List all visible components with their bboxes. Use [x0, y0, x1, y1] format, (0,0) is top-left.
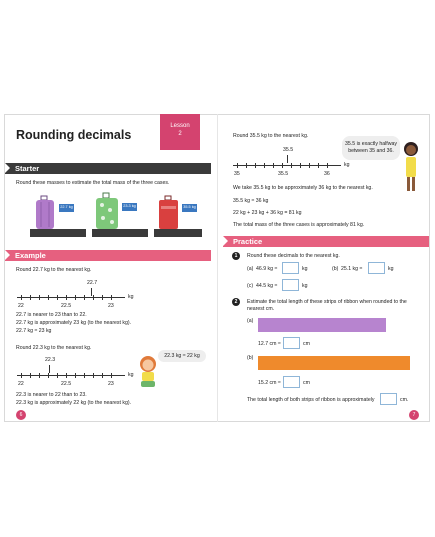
tick	[309, 163, 310, 168]
example-header	[5, 250, 211, 261]
tick-label: 22	[18, 303, 24, 309]
scale-3	[152, 194, 212, 239]
practice-header	[223, 236, 429, 247]
number-line-2	[17, 375, 125, 376]
example-1-prompt: Round 22.7 kg to the nearest kg.	[16, 267, 92, 273]
lesson-label: Lesson	[170, 123, 190, 129]
tick	[30, 373, 31, 378]
q2-total-unit: cm.	[400, 397, 409, 403]
tick	[21, 295, 22, 300]
intro-marker: 35.5	[283, 147, 294, 153]
tick	[93, 295, 94, 300]
q2-total-line: The total length of both strips of ribbon is approximately	[247, 397, 375, 403]
marker-arrow-icon	[49, 365, 50, 373]
q1c-unit: kg	[302, 283, 308, 289]
chevron-icon	[5, 250, 10, 260]
number-line-3-unit: kg	[344, 162, 350, 168]
chevron-icon	[223, 236, 228, 246]
page-divider	[217, 114, 218, 422]
tick	[84, 373, 85, 378]
lesson-tab	[160, 114, 200, 150]
tick	[318, 163, 319, 168]
tick	[237, 163, 238, 168]
q1a-answer-box[interactable]	[282, 262, 299, 274]
tick	[57, 295, 58, 300]
tick-label: 36	[324, 171, 330, 177]
number-line-1	[17, 297, 125, 298]
tick-label: 22	[18, 381, 24, 387]
example-header-label: Example	[15, 251, 46, 260]
tick	[66, 295, 67, 300]
tick	[102, 295, 103, 300]
tick	[111, 295, 112, 300]
tick	[102, 373, 103, 378]
tick	[75, 373, 76, 378]
tick-label: 23	[108, 303, 114, 309]
q1a-label: (a)	[247, 266, 254, 272]
tick	[30, 295, 31, 300]
suitcase-green-icon	[90, 192, 150, 239]
scale-2-reading: 23.3 kg	[123, 204, 136, 208]
example-1-line: 22.7 is nearer to 23 than to 22.	[16, 312, 87, 318]
scale-3-reading: 35.5 kg	[183, 205, 196, 209]
example-2-marker: 22.3	[45, 357, 56, 363]
q1c-label: (c)	[247, 283, 254, 289]
suitcase-red-icon	[152, 194, 212, 239]
intro-line: We take 35.5 kg to be approximately 36 kg to the nearest kg.	[233, 185, 373, 191]
marker-arrow-icon	[287, 155, 288, 163]
q1b-value: 25.1 kg ≈	[341, 266, 363, 272]
tick-label: 22.5	[61, 381, 72, 387]
q1b-answer-box[interactable]	[368, 262, 385, 274]
q1b-label: (b)	[332, 266, 339, 272]
tick	[111, 373, 112, 378]
tick	[21, 373, 22, 378]
tick	[48, 373, 49, 378]
page-number-left: 6	[16, 410, 26, 420]
q1b-unit: kg	[388, 266, 394, 272]
example-1-line: 22.7 kg is approximately 23 kg (to the nearest kg).	[16, 320, 132, 326]
question-1-prompt: Round these decimals to the nearest kg.	[247, 253, 340, 259]
q1c-answer-box[interactable]	[282, 279, 299, 291]
tick	[84, 295, 85, 300]
question-2-prompt-line2: nearest cm.	[247, 306, 275, 312]
ribbon-b	[258, 356, 410, 370]
intro-bubble: 35.5 is exactly halfway between 35 and 36.	[342, 136, 400, 160]
marker-arrow-icon	[91, 288, 92, 296]
intro-prompt: Round 35.5 kg to the nearest kg.	[233, 133, 309, 139]
tick	[75, 295, 76, 300]
example-2-line: 22.3 is nearer to 22 than to 23.	[16, 392, 87, 398]
number-line-3	[233, 165, 341, 166]
q2b-label: (b)	[247, 355, 254, 361]
tick	[93, 373, 94, 378]
tick-label: 22.5	[61, 303, 72, 309]
tick	[246, 163, 247, 168]
q2a-measure: 12.7 cm ≈	[258, 341, 281, 347]
tick	[300, 163, 301, 168]
tick-label: 23	[108, 381, 114, 387]
example-2-prompt: Round 22.3 kg to the nearest kg.	[16, 345, 92, 351]
example-1-line: 22.7 kg ≈ 23 kg	[16, 328, 52, 334]
starter-instruction: Round these masses to estimate the total mass of the three cases.	[16, 180, 170, 186]
scale-1-reading: 22.7 kg	[60, 205, 73, 209]
tick-label: 35	[234, 171, 240, 177]
scale-2	[90, 192, 150, 239]
number-line-1-unit: kg	[128, 294, 134, 300]
example-1-marker: 22.7	[87, 280, 98, 286]
example-2-line: 22.3 kg is approximately 22 kg (to the nearest kg).	[16, 400, 132, 406]
question-1-number: 1	[232, 252, 240, 260]
tick	[291, 163, 292, 168]
girl-character-icon	[136, 355, 160, 389]
girl-character-icon	[401, 140, 421, 194]
q1c-value: 44.5 kg ≈	[256, 283, 278, 289]
q1a-value: 46.9 kg ≈	[256, 266, 278, 272]
suitcase-purple-icon	[28, 194, 88, 239]
question-2-prompt-line1: Estimate the total length of these strips of ribbon when rounded to the	[247, 299, 407, 305]
page-number-right: 7	[409, 410, 419, 420]
tick	[57, 373, 58, 378]
intro-line: The total mass of the three cases is approximately 81 kg.	[233, 222, 365, 228]
tick-label: 35.5	[278, 171, 289, 177]
tick	[255, 163, 256, 168]
practice-header-label: Practice	[233, 237, 263, 246]
tick	[264, 163, 265, 168]
q2b-answer-box[interactable]	[283, 376, 300, 388]
lesson-number: 2	[178, 131, 182, 138]
ribbon-a	[258, 318, 386, 332]
tick	[39, 295, 40, 300]
tick	[66, 373, 67, 378]
page-title: Rounding decimals	[16, 128, 132, 142]
starter-header	[5, 163, 211, 174]
tick	[273, 163, 274, 168]
number-line-2-unit: kg	[128, 372, 134, 378]
scale-1	[28, 194, 88, 239]
tick	[282, 163, 283, 168]
question-2-number: 2	[232, 298, 240, 306]
q2b-unit: cm	[303, 380, 310, 386]
starter-header-label: Starter	[15, 164, 40, 173]
q2-total-answer-box[interactable]	[380, 393, 397, 405]
intro-line: 22 kg + 23 kg + 36 kg = 81 kg	[233, 210, 302, 216]
intro-line: 35.5 kg ≈ 36 kg	[233, 198, 269, 204]
tick	[39, 373, 40, 378]
chevron-icon	[5, 163, 10, 173]
q2a-label: (a)	[247, 318, 254, 324]
example-2-bubble: 22.3 kg ≈ 22 kg	[158, 350, 206, 362]
tick	[327, 163, 328, 168]
q2a-unit: cm	[303, 341, 310, 347]
q1a-unit: kg	[302, 266, 308, 272]
q2a-answer-box[interactable]	[283, 337, 300, 349]
tick	[48, 295, 49, 300]
q2b-measure: 15.2 cm ≈	[258, 380, 281, 386]
